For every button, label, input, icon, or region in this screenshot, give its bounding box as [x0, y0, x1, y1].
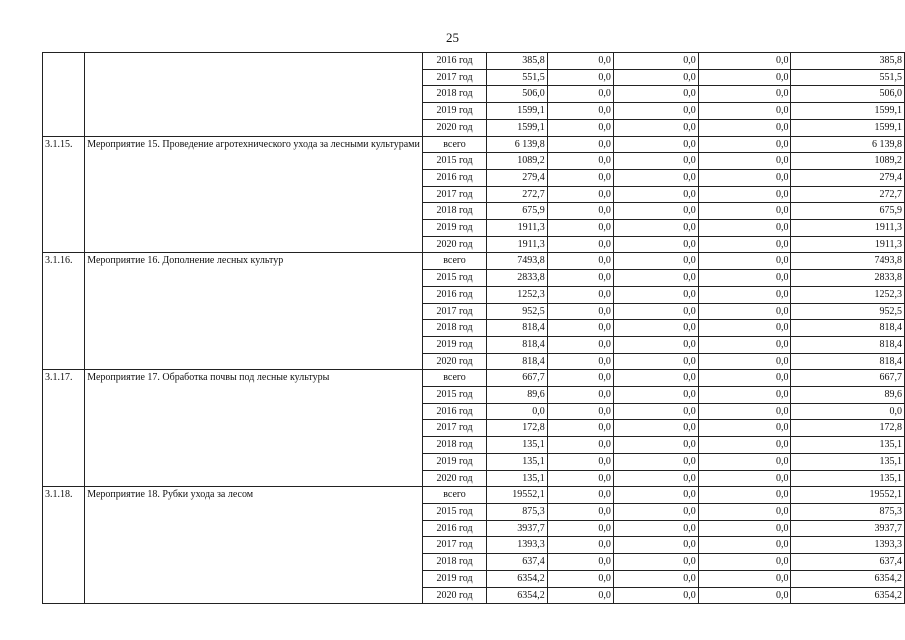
- budget-cell-2: 0,0: [613, 503, 698, 520]
- budget-cell-2: 0,0: [613, 119, 698, 136]
- table-row: [43, 136, 905, 153]
- period-cell: 2018 год: [422, 554, 486, 571]
- budget-cell-3: 0,0: [698, 387, 791, 404]
- period-cell: 2020 год: [422, 587, 486, 604]
- budget-cell-2: 0,0: [613, 537, 698, 554]
- budget-cell-2: 0,0: [613, 336, 698, 353]
- period-cell: 2020 год: [422, 353, 486, 370]
- period-cell: 2018 год: [422, 437, 486, 454]
- budget-cell-1: 0,0: [547, 136, 613, 153]
- measure-name: Мероприятие 16. Дополнение лесных культур: [85, 253, 423, 370]
- period-cell: 2017 год: [422, 69, 486, 86]
- total-cell: 6354,2: [487, 587, 547, 604]
- budget-cell-3: 0,0: [698, 136, 791, 153]
- total-cell: 818,4: [487, 336, 547, 353]
- period-cell: 2018 год: [422, 86, 486, 103]
- budget-cell-3: 0,0: [698, 53, 791, 70]
- total-cell: 2833,8: [487, 270, 547, 287]
- period-cell: 2016 год: [422, 520, 486, 537]
- measure-code: [43, 53, 85, 137]
- budget-cell-3: 0,0: [698, 520, 791, 537]
- budget-cell-4: 1252,3: [791, 286, 905, 303]
- budget-cell-3: 0,0: [698, 303, 791, 320]
- budget-cell-3: 0,0: [698, 169, 791, 186]
- budget-cell-3: 0,0: [698, 236, 791, 253]
- total-cell: 89,6: [487, 387, 547, 404]
- period-cell: 2019 год: [422, 103, 486, 120]
- period-cell: 2020 год: [422, 119, 486, 136]
- total-cell: 135,1: [487, 437, 547, 454]
- period-cell: всего: [422, 487, 486, 504]
- total-cell: 1599,1: [487, 103, 547, 120]
- budget-cell-1: 0,0: [547, 520, 613, 537]
- period-cell: 2020 год: [422, 470, 486, 487]
- budget-cell-2: 0,0: [613, 153, 698, 170]
- budget-cell-2: 0,0: [613, 520, 698, 537]
- budget-cell-2: 0,0: [613, 437, 698, 454]
- budget-cell-4: 1599,1: [791, 119, 905, 136]
- budget-cell-3: 0,0: [698, 353, 791, 370]
- budget-cell-4: 506,0: [791, 86, 905, 103]
- budget-cell-3: 0,0: [698, 554, 791, 571]
- total-cell: 385,8: [487, 53, 547, 70]
- budget-cell-2: 0,0: [613, 303, 698, 320]
- budget-cell-4: 279,4: [791, 169, 905, 186]
- period-cell: 2015 год: [422, 153, 486, 170]
- budget-cell-2: 0,0: [613, 86, 698, 103]
- total-cell: 1252,3: [487, 286, 547, 303]
- budget-cell-4: 551,5: [791, 69, 905, 86]
- total-cell: 875,3: [487, 503, 547, 520]
- total-cell: 675,9: [487, 203, 547, 220]
- budget-cell-1: 0,0: [547, 587, 613, 604]
- total-cell: 818,4: [487, 353, 547, 370]
- budget-cell-4: 135,1: [791, 453, 905, 470]
- budget-cell-1: 0,0: [547, 503, 613, 520]
- budget-cell-3: 0,0: [698, 220, 791, 237]
- total-cell: 0,0: [487, 403, 547, 420]
- budget-cell-2: 0,0: [613, 453, 698, 470]
- measure-code: 3.1.16.: [43, 253, 85, 370]
- period-cell: 2016 год: [422, 53, 486, 70]
- budget-cell-2: 0,0: [613, 554, 698, 571]
- budget-cell-1: 0,0: [547, 69, 613, 86]
- period-cell: 2019 год: [422, 453, 486, 470]
- budget-cell-1: 0,0: [547, 220, 613, 237]
- total-cell: 3937,7: [487, 520, 547, 537]
- period-cell: 2015 год: [422, 503, 486, 520]
- budget-cell-3: 0,0: [698, 503, 791, 520]
- budget-cell-2: 0,0: [613, 220, 698, 237]
- budget-cell-4: 6 139,8: [791, 136, 905, 153]
- budget-cell-2: 0,0: [613, 253, 698, 270]
- budget-cell-3: 0,0: [698, 253, 791, 270]
- budget-cell-3: 0,0: [698, 186, 791, 203]
- budget-cell-1: 0,0: [547, 470, 613, 487]
- budget-cell-3: 0,0: [698, 570, 791, 587]
- total-cell: 551,5: [487, 69, 547, 86]
- budget-cell-2: 0,0: [613, 203, 698, 220]
- page-number: 25: [446, 30, 459, 45]
- budget-cell-3: 0,0: [698, 587, 791, 604]
- budget-cell-2: 0,0: [613, 403, 698, 420]
- budget-cell-3: 0,0: [698, 270, 791, 287]
- budget-cell-2: 0,0: [613, 470, 698, 487]
- total-cell: 1393,3: [487, 537, 547, 554]
- budget-cell-3: 0,0: [698, 403, 791, 420]
- budget-cell-2: 0,0: [613, 353, 698, 370]
- budget-cell-2: 0,0: [613, 487, 698, 504]
- period-cell: всего: [422, 136, 486, 153]
- budget-cell-3: 0,0: [698, 470, 791, 487]
- budget-cell-4: 667,7: [791, 370, 905, 387]
- budget-cell-4: 875,3: [791, 503, 905, 520]
- measure-code: 3.1.15.: [43, 136, 85, 253]
- budget-cell-1: 0,0: [547, 320, 613, 337]
- total-cell: 1911,3: [487, 236, 547, 253]
- budget-cell-4: 3937,7: [791, 520, 905, 537]
- budget-cell-3: 0,0: [698, 320, 791, 337]
- period-cell: 2017 год: [422, 186, 486, 203]
- budget-cell-1: 0,0: [547, 103, 613, 120]
- total-cell: 135,1: [487, 453, 547, 470]
- measure-name: [85, 53, 423, 137]
- measure-name: Мероприятие 18. Рубки ухода за лесом: [85, 487, 423, 604]
- budget-cell-4: 1393,3: [791, 537, 905, 554]
- period-cell: 2019 год: [422, 336, 486, 353]
- total-cell: 952,5: [487, 303, 547, 320]
- budget-cell-4: 952,5: [791, 303, 905, 320]
- budget-cell-1: 0,0: [547, 236, 613, 253]
- period-cell: 2015 год: [422, 270, 486, 287]
- total-cell: 1911,3: [487, 220, 547, 237]
- period-cell: 2019 год: [422, 220, 486, 237]
- total-cell: 506,0: [487, 86, 547, 103]
- total-cell: 172,8: [487, 420, 547, 437]
- budget-cell-3: 0,0: [698, 286, 791, 303]
- period-cell: 2020 год: [422, 236, 486, 253]
- budget-cell-1: 0,0: [547, 253, 613, 270]
- budget-cell-3: 0,0: [698, 86, 791, 103]
- budget-cell-2: 0,0: [613, 103, 698, 120]
- budget-cell-3: 0,0: [698, 370, 791, 387]
- budget-cell-1: 0,0: [547, 554, 613, 571]
- budget-cell-4: 135,1: [791, 470, 905, 487]
- budget-cell-1: 0,0: [547, 86, 613, 103]
- total-cell: 7493,8: [487, 253, 547, 270]
- budget-cell-4: 385,8: [791, 53, 905, 70]
- budget-cell-3: 0,0: [698, 103, 791, 120]
- budget-cell-4: 1911,3: [791, 220, 905, 237]
- budget-cell-3: 0,0: [698, 537, 791, 554]
- budget-cell-1: 0,0: [547, 353, 613, 370]
- budget-cell-1: 0,0: [547, 270, 613, 287]
- budget-cell-1: 0,0: [547, 453, 613, 470]
- budget-cell-1: 0,0: [547, 53, 613, 70]
- budget-cell-3: 0,0: [698, 336, 791, 353]
- period-cell: 2016 год: [422, 403, 486, 420]
- total-cell: 637,4: [487, 554, 547, 571]
- total-cell: 279,4: [487, 169, 547, 186]
- budget-table: [42, 52, 905, 604]
- total-cell: 135,1: [487, 470, 547, 487]
- budget-cell-1: 0,0: [547, 420, 613, 437]
- period-cell: 2016 год: [422, 286, 486, 303]
- budget-cell-2: 0,0: [613, 587, 698, 604]
- budget-cell-4: 675,9: [791, 203, 905, 220]
- budget-cell-1: 0,0: [547, 403, 613, 420]
- budget-cell-2: 0,0: [613, 570, 698, 587]
- total-cell: 1089,2: [487, 153, 547, 170]
- table-row: [43, 253, 905, 270]
- budget-cell-1: 0,0: [547, 153, 613, 170]
- total-cell: 19552,1: [487, 487, 547, 504]
- budget-cell-2: 0,0: [613, 136, 698, 153]
- measure-code: 3.1.17.: [43, 370, 85, 487]
- budget-cell-1: 0,0: [547, 119, 613, 136]
- budget-cell-2: 0,0: [613, 387, 698, 404]
- period-cell: 2017 год: [422, 303, 486, 320]
- budget-cell-2: 0,0: [613, 169, 698, 186]
- budget-cell-2: 0,0: [613, 320, 698, 337]
- budget-cell-4: 1599,1: [791, 103, 905, 120]
- budget-cell-3: 0,0: [698, 437, 791, 454]
- budget-cell-3: 0,0: [698, 203, 791, 220]
- budget-cell-3: 0,0: [698, 420, 791, 437]
- budget-cell-2: 0,0: [613, 286, 698, 303]
- measure-code: 3.1.18.: [43, 487, 85, 604]
- budget-cell-3: 0,0: [698, 487, 791, 504]
- budget-table-body: [43, 53, 905, 604]
- budget-cell-2: 0,0: [613, 270, 698, 287]
- budget-cell-3: 0,0: [698, 69, 791, 86]
- total-cell: 6 139,8: [487, 136, 547, 153]
- period-cell: всего: [422, 370, 486, 387]
- budget-cell-4: 19552,1: [791, 487, 905, 504]
- budget-cell-4: 172,8: [791, 420, 905, 437]
- budget-cell-2: 0,0: [613, 370, 698, 387]
- budget-cell-1: 0,0: [547, 336, 613, 353]
- budget-cell-2: 0,0: [613, 69, 698, 86]
- budget-cell-4: 818,4: [791, 336, 905, 353]
- total-cell: 1599,1: [487, 119, 547, 136]
- period-cell: 2016 год: [422, 169, 486, 186]
- period-cell: 2018 год: [422, 320, 486, 337]
- period-cell: 2015 год: [422, 387, 486, 404]
- budget-cell-1: 0,0: [547, 370, 613, 387]
- budget-cell-4: 7493,8: [791, 253, 905, 270]
- budget-cell-3: 0,0: [698, 119, 791, 136]
- budget-cell-4: 89,6: [791, 387, 905, 404]
- budget-cell-4: 135,1: [791, 437, 905, 454]
- budget-cell-2: 0,0: [613, 186, 698, 203]
- budget-cell-2: 0,0: [613, 53, 698, 70]
- table-row: [43, 53, 905, 70]
- period-cell: 2019 год: [422, 570, 486, 587]
- budget-cell-4: 6354,2: [791, 587, 905, 604]
- budget-cell-4: 1089,2: [791, 153, 905, 170]
- period-cell: 2017 год: [422, 420, 486, 437]
- measure-name: Мероприятие 15. Проведение агротехнического ухода за лесными культурами: [85, 136, 423, 253]
- total-cell: 272,7: [487, 186, 547, 203]
- budget-cell-4: 818,4: [791, 320, 905, 337]
- budget-cell-1: 0,0: [547, 487, 613, 504]
- budget-cell-1: 0,0: [547, 570, 613, 587]
- budget-cell-1: 0,0: [547, 303, 613, 320]
- budget-cell-4: 0,0: [791, 403, 905, 420]
- total-cell: 6354,2: [487, 570, 547, 587]
- budget-cell-1: 0,0: [547, 286, 613, 303]
- budget-cell-1: 0,0: [547, 186, 613, 203]
- total-cell: 667,7: [487, 370, 547, 387]
- period-cell: всего: [422, 253, 486, 270]
- table-row: [43, 487, 905, 504]
- budget-cell-2: 0,0: [613, 236, 698, 253]
- budget-cell-4: 272,7: [791, 186, 905, 203]
- measure-name: Мероприятие 17. Обработка почвы под лесные культуры: [85, 370, 423, 487]
- budget-cell-4: 2833,8: [791, 270, 905, 287]
- budget-cell-4: 1911,3: [791, 236, 905, 253]
- budget-cell-4: 6354,2: [791, 570, 905, 587]
- budget-cell-4: 637,4: [791, 554, 905, 571]
- budget-cell-1: 0,0: [547, 203, 613, 220]
- period-cell: 2017 год: [422, 537, 486, 554]
- total-cell: 818,4: [487, 320, 547, 337]
- budget-cell-1: 0,0: [547, 437, 613, 454]
- budget-cell-4: 818,4: [791, 353, 905, 370]
- budget-cell-1: 0,0: [547, 169, 613, 186]
- period-cell: 2018 год: [422, 203, 486, 220]
- table-row: [43, 370, 905, 387]
- budget-cell-1: 0,0: [547, 387, 613, 404]
- budget-cell-3: 0,0: [698, 153, 791, 170]
- budget-cell-2: 0,0: [613, 420, 698, 437]
- budget-cell-3: 0,0: [698, 453, 791, 470]
- budget-cell-1: 0,0: [547, 537, 613, 554]
